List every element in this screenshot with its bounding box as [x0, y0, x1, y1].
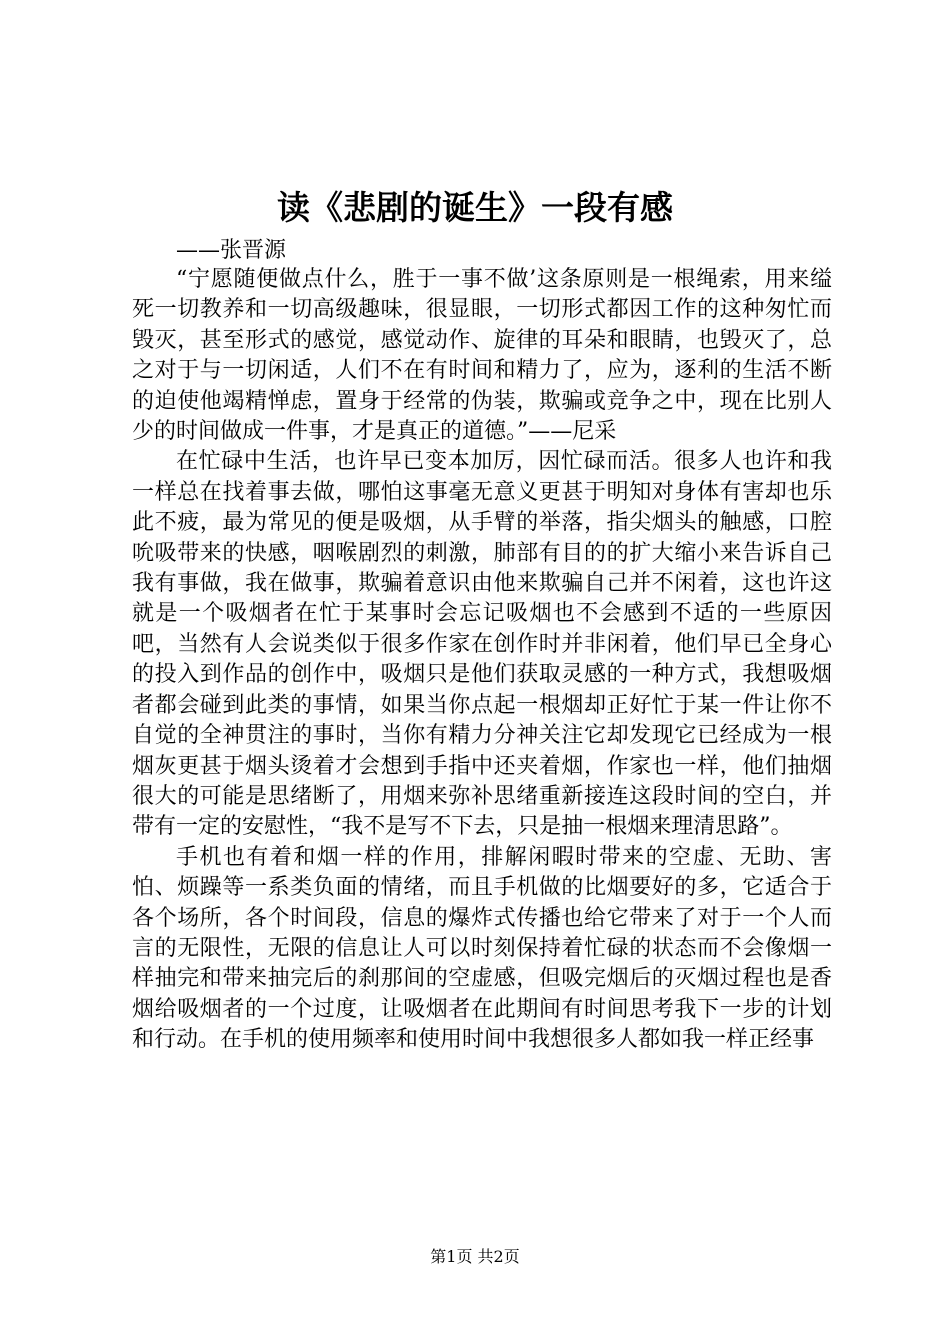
document-title: 读《悲剧的诞生》一段有感 [277, 188, 673, 227]
body-paragraph: 在忙碌中生活，也许早已变本加厉，因忙碌而活。很多人也许和我一样总在找着事去做，哪怕这事毫无意义更甚于明知对身体有害却也乐此不疲，最为常见的便是吸烟，从手臂的举落，指尖烟头的触感，口腔吮吸带来的快感，咽喉剧烈的刺激，肺部有目的的扩大缩小来告诉自己我有事做，我在做事，欺骗着意识由他来欺骗自己并不闲着，这也许这就是一个吸烟者在忙于某事时会忘记吸烟也不会感到不适的一些原因吧，当然有人会说类似于很多作家在创作时并非闲着，他们早已全身心的投入到作品的创作中，吸烟只是他们获取灵感的一种方式，我想吸烟者都会碰到此类的事情，如果当你点起一根烟却正好忙于某一件让你不自觉的全神贯注的事时，当你有精力分神关注它却发现它已经成为一根烟灰更甚于烟头烫着才会想到手指中还夹着烟，作家也一样，他们抽烟很大的可能是思绪断了，用烟来弥补思绪重新接连这段时间的空白，并带有一定的安慰性，“我不是写不下去，只是抽一根烟来理清思路”。 [132, 449, 832, 840]
body-paragraph: 手机也有着和烟一样的作用，排解闲暇时带来的空虚、无助、害怕、烦躁等一系类负面的情绪，而且手机做的比烟要好的多，它适合于各个场所，各个时间段，信息的爆炸式传播也给它带来了对于一个人而言的无限性，无限的信息让人可以时刻保持着忙碌的状态而不会像烟一样抽完和带来抽完后的刹那间的空虚感，但吸完烟后的灭烟过程也是香烟给吸烟者的一个过度，让吸烟者在此期间有时间思考我下一步的计划和行动。在手机的使用频率和使用时间中我想很多人都如我一样正经事 [132, 844, 832, 1053]
author-line: ——张晋源 [176, 238, 287, 263]
body-paragraph: “宁愿随便做点什么，胜于一事不做’这条原则是一根绳索，用来缢死一切教养和一切高级趣味，很显眼，一切形式都因工作的这种匆忙而毁灭，甚至形式的感觉，感觉动作、旋律的耳朵和眼睛，也毁灭了，总之对于与一切闲适，人们不在有时间和精力了，应为，逐利的生活不断的迫使他竭精惮虑，置身于经常的伪装，欺骗或竞争之中，现在比别人少的时间做成一件事，才是真正的道德。”——尼采 [132, 267, 832, 445]
document-body [132, 265, 832, 1056]
page-footer: 第1页 共2页 [430, 1247, 520, 1266]
